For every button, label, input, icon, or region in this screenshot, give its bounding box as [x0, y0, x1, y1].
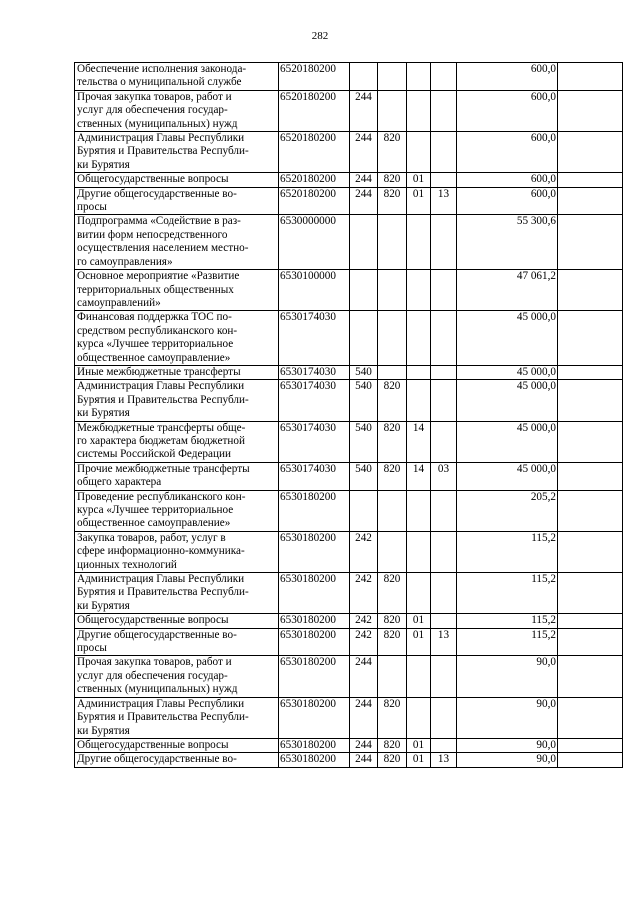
amount-cell: 90,0: [457, 697, 558, 738]
item-name-line: общего характера: [77, 476, 162, 489]
item-name-cell: [75, 421, 279, 462]
expense-type-cell: 540: [350, 380, 378, 421]
item-name-line: Межбюджетные трансферты обще-: [77, 421, 246, 434]
amount-cell: 205,2: [457, 490, 558, 531]
administrator-cell: 820: [378, 628, 407, 656]
table-row: [75, 490, 623, 531]
administrator-cell: [378, 311, 407, 366]
target-code-cell: 6530174030: [279, 365, 350, 379]
section-cell: [407, 63, 431, 91]
item-name-line: Общегосударственные вопросы: [77, 173, 229, 186]
item-name-cell: [75, 132, 279, 173]
target-code-cell: 6530174030: [279, 421, 350, 462]
item-name-line: Прочая закупка товаров, работ и: [77, 656, 232, 669]
item-name-line: курса «Лучшее территориальное: [77, 504, 234, 516]
target-code-cell: 6530180200: [279, 490, 350, 531]
target-code-cell: 6530180200: [279, 697, 350, 738]
item-name-line: Обеспечение исполнения законода-: [77, 63, 247, 75]
administrator-cell: 820: [378, 462, 407, 490]
amount-cell: 90,0: [457, 656, 558, 697]
amount-cell: 45 000,0: [457, 365, 558, 379]
item-name-line: витии форм непосредственного: [77, 228, 228, 241]
administrator-cell: 820: [378, 573, 407, 614]
target-code-cell: 6520180200: [279, 63, 350, 91]
item-name-line: сфере информационно-коммуника-: [77, 545, 245, 558]
section-cell: 01: [407, 738, 431, 752]
expense-type-cell: 244: [350, 187, 378, 215]
extra-empty-cell: [558, 490, 623, 531]
administrator-cell: 820: [378, 187, 407, 215]
target-code-cell: 6520180200: [279, 132, 350, 173]
item-name-line: общественное самоуправление»: [77, 351, 231, 364]
expense-type-cell: 244: [350, 656, 378, 697]
subsection-cell: [431, 365, 457, 379]
subsection-cell: [431, 90, 457, 131]
subsection-cell: [431, 531, 457, 572]
item-name-line: средством республиканского кон-: [77, 324, 238, 337]
item-name-line: Администрация Главы Республики: [77, 573, 245, 586]
extra-empty-cell: [558, 215, 623, 270]
item-name-cell: [75, 614, 279, 628]
extra-empty-cell: [558, 90, 623, 131]
subsection-cell: 13: [431, 628, 457, 656]
amount-cell: 600,0: [457, 173, 558, 187]
table-row: [75, 270, 623, 311]
expense-type-cell: 244: [350, 753, 378, 767]
extra-empty-cell: [558, 573, 623, 614]
amount-cell: 600,0: [457, 63, 558, 91]
target-code-cell: 6530174030: [279, 380, 350, 421]
item-name-line: Общегосударственные вопросы: [77, 614, 229, 627]
item-name-line: курса «Лучшее территориальное: [77, 338, 234, 351]
subsection-cell: [431, 490, 457, 531]
item-name-line: Подпрограмма «Содействие в раз-: [77, 215, 241, 228]
target-code-cell: 6520180200: [279, 173, 350, 187]
expense-type-cell: 242: [350, 573, 378, 614]
item-name-line: общественное самоуправление»: [77, 517, 231, 530]
expense-type-cell: [350, 490, 378, 531]
table-row: [75, 311, 623, 366]
amount-cell: 45 000,0: [457, 421, 558, 462]
extra-empty-cell: [558, 270, 623, 311]
item-name-line: ственных (муниципальных) нужд: [77, 683, 238, 696]
subsection-cell: [431, 63, 457, 91]
item-name-cell: [75, 490, 279, 531]
section-cell: 14: [407, 462, 431, 490]
subsection-cell: [431, 270, 457, 311]
item-name-cell: [75, 738, 279, 752]
expense-type-cell: [350, 215, 378, 270]
extra-empty-cell: [558, 132, 623, 173]
table-row: [75, 421, 623, 462]
item-name-cell: [75, 90, 279, 131]
expense-type-cell: 540: [350, 462, 378, 490]
page-number: 282: [311, 30, 329, 42]
item-name-line: тельства о муниципальной службе: [77, 76, 242, 89]
target-code-cell: 6530100000: [279, 270, 350, 311]
administrator-cell: [378, 490, 407, 531]
table-row: [75, 628, 623, 656]
section-cell: [407, 365, 431, 379]
expense-type-cell: 244: [350, 173, 378, 187]
item-name-line: го характера бюджетам бюджетной: [77, 434, 245, 447]
item-name-line: услуг для обеспечения государ-: [77, 669, 228, 682]
expense-type-cell: 244: [350, 90, 378, 131]
table-row: [75, 90, 623, 131]
expense-type-cell: 242: [350, 628, 378, 656]
extra-empty-cell: [558, 462, 623, 490]
item-name-cell: [75, 173, 279, 187]
section-cell: [407, 697, 431, 738]
item-name-line: Бурятия и Правительства Республи-: [77, 145, 249, 158]
extra-empty-cell: [558, 531, 623, 572]
section-cell: 01: [407, 628, 431, 656]
table-row: [75, 753, 623, 767]
expense-type-cell: [350, 311, 378, 366]
item-name-line: Закупка товаров, работ, услуг в: [77, 531, 226, 544]
item-name-cell: [75, 380, 279, 421]
item-name-cell: [75, 311, 279, 366]
subsection-cell: [431, 173, 457, 187]
administrator-cell: 820: [378, 132, 407, 173]
item-name-line: Бурятия и Правительства Республи-: [77, 586, 249, 599]
amount-cell: 600,0: [457, 90, 558, 131]
administrator-cell: [378, 531, 407, 572]
item-name-line: Прочая закупка товаров, работ и: [77, 90, 232, 103]
extra-empty-cell: [558, 753, 623, 767]
subsection-cell: 03: [431, 462, 457, 490]
amount-cell: 115,2: [457, 573, 558, 614]
subsection-cell: 13: [431, 753, 457, 767]
item-name-line: Проведение республиканского кон-: [77, 490, 246, 503]
subsection-cell: [431, 614, 457, 628]
item-name-line: ки Бурятия: [77, 158, 130, 171]
item-name-cell: [75, 187, 279, 215]
extra-empty-cell: [558, 63, 623, 91]
target-code-cell: 6530180200: [279, 656, 350, 697]
table-row: [75, 365, 623, 379]
item-name-line: Иные межбюджетные трансферты: [77, 365, 241, 378]
item-name-line: услуг для обеспечения государ-: [77, 104, 228, 117]
table-body: [75, 63, 623, 768]
extra-empty-cell: [558, 421, 623, 462]
expense-type-cell: 540: [350, 365, 378, 379]
target-code-cell: 6530174030: [279, 311, 350, 366]
expense-type-cell: 540: [350, 421, 378, 462]
table-row: [75, 63, 623, 91]
table-row: [75, 380, 623, 421]
item-name-line: Основное мероприятие «Развитие: [77, 270, 240, 283]
section-cell: [407, 90, 431, 131]
section-cell: 01: [407, 187, 431, 215]
expense-type-cell: 244: [350, 738, 378, 752]
expense-type-cell: [350, 63, 378, 91]
item-name-line: ки Бурятия: [77, 599, 130, 612]
extra-empty-cell: [558, 187, 623, 215]
expense-type-cell: 242: [350, 614, 378, 628]
amount-cell: 115,2: [457, 628, 558, 656]
extra-empty-cell: [558, 365, 623, 379]
subsection-cell: [431, 421, 457, 462]
amount-cell: 45 000,0: [457, 462, 558, 490]
table-row: [75, 215, 623, 270]
target-code-cell: 6520180200: [279, 187, 350, 215]
item-name-cell: [75, 63, 279, 91]
subsection-cell: [431, 311, 457, 366]
section-cell: [407, 490, 431, 531]
administrator-cell: [378, 63, 407, 91]
target-code-cell: 6530180200: [279, 738, 350, 752]
item-name-cell: [75, 531, 279, 572]
amount-cell: 600,0: [457, 132, 558, 173]
section-cell: 01: [407, 753, 431, 767]
subsection-cell: [431, 656, 457, 697]
item-name-line: Администрация Главы Республики: [77, 697, 245, 710]
section-cell: [407, 270, 431, 311]
item-name-line: го самоуправления»: [77, 255, 173, 268]
item-name-line: системы Российской Федерации: [77, 448, 231, 461]
item-name-line: просы: [77, 201, 107, 214]
expense-type-cell: 244: [350, 132, 378, 173]
section-cell: [407, 380, 431, 421]
item-name-line: Финансовая поддержка ТОС по-: [77, 311, 232, 324]
extra-empty-cell: [558, 311, 623, 366]
item-name-cell: [75, 462, 279, 490]
amount-cell: 115,2: [457, 531, 558, 572]
section-cell: [407, 531, 431, 572]
target-code-cell: 6530000000: [279, 215, 350, 270]
table-row: [75, 462, 623, 490]
target-code-cell: 6520180200: [279, 90, 350, 131]
subsection-cell: [431, 215, 457, 270]
section-cell: 01: [407, 614, 431, 628]
section-cell: [407, 573, 431, 614]
table-row: [75, 132, 623, 173]
target-code-cell: 6530180200: [279, 614, 350, 628]
subsection-cell: [431, 573, 457, 614]
amount-cell: 47 061,2: [457, 270, 558, 311]
target-code-cell: 6530180200: [279, 573, 350, 614]
item-name-line: ционных технологий: [77, 558, 177, 571]
extra-empty-cell: [558, 697, 623, 738]
target-code-cell: 6530180200: [279, 531, 350, 572]
administrator-cell: 820: [378, 614, 407, 628]
item-name-line: Общегосударственные вопросы: [77, 738, 229, 751]
section-cell: 01: [407, 173, 431, 187]
item-name-line: Администрация Главы Республики: [77, 380, 245, 393]
table-row: [75, 187, 623, 215]
item-name-line: осуществления населением местно-: [77, 242, 249, 255]
administrator-cell: 820: [378, 697, 407, 738]
item-name-cell: [75, 270, 279, 311]
section-cell: [407, 311, 431, 366]
administrator-cell: [378, 656, 407, 697]
item-name-line: Администрация Главы Республики: [77, 132, 245, 145]
administrator-cell: 820: [378, 738, 407, 752]
administrator-cell: 820: [378, 753, 407, 767]
table-row: [75, 697, 623, 738]
item-name-line: территориальных общественных: [77, 283, 234, 296]
item-name-line: ки Бурятия: [77, 407, 130, 420]
expense-type-cell: 244: [350, 697, 378, 738]
extra-empty-cell: [558, 656, 623, 697]
amount-cell: 90,0: [457, 738, 558, 752]
item-name-cell: [75, 753, 279, 767]
item-name-line: просы: [77, 642, 107, 655]
target-code-cell: 6530174030: [279, 462, 350, 490]
item-name-line: ки Бурятия: [77, 724, 130, 737]
subsection-cell: 13: [431, 187, 457, 215]
item-name-cell: [75, 215, 279, 270]
target-code-cell: 6530180200: [279, 628, 350, 656]
administrator-cell: [378, 270, 407, 311]
amount-cell: 55 300,6: [457, 215, 558, 270]
amount-cell: 90,0: [457, 753, 558, 767]
table-row: [75, 614, 623, 628]
amount-cell: 600,0: [457, 187, 558, 215]
administrator-cell: [378, 215, 407, 270]
subsection-cell: [431, 380, 457, 421]
table-row: [75, 173, 623, 187]
amount-cell: 45 000,0: [457, 311, 558, 366]
table-row: [75, 656, 623, 697]
item-name-line: Бурятия и Правительства Республи-: [77, 393, 249, 406]
expense-type-cell: 242: [350, 531, 378, 572]
item-name-line: Прочие межбюджетные трансферты: [77, 462, 250, 475]
administrator-cell: 820: [378, 421, 407, 462]
item-name-cell: [75, 697, 279, 738]
section-cell: [407, 215, 431, 270]
subsection-cell: [431, 132, 457, 173]
subsection-cell: [431, 697, 457, 738]
item-name-line: Другие общегосударственные во-: [77, 753, 237, 766]
item-name-line: Другие общегосударственные во-: [77, 187, 237, 200]
section-cell: [407, 132, 431, 173]
administrator-cell: [378, 90, 407, 131]
administrator-cell: [378, 365, 407, 379]
target-code-cell: 6530180200: [279, 753, 350, 767]
administrator-cell: 820: [378, 173, 407, 187]
administrator-cell: 820: [378, 380, 407, 421]
extra-empty-cell: [558, 738, 623, 752]
extra-empty-cell: [558, 628, 623, 656]
amount-cell: 115,2: [457, 614, 558, 628]
item-name-cell: [75, 365, 279, 379]
budget-table: [74, 62, 623, 768]
item-name-cell: [75, 573, 279, 614]
item-name-line: Бурятия и Правительства Республи-: [77, 711, 249, 724]
item-name-line: самоуправлений»: [77, 296, 161, 309]
section-cell: [407, 656, 431, 697]
item-name-line: Другие общегосударственные во-: [77, 628, 237, 641]
item-name-cell: [75, 656, 279, 697]
table-row: [75, 738, 623, 752]
subsection-cell: [431, 738, 457, 752]
table-row: [75, 531, 623, 572]
section-cell: 14: [407, 421, 431, 462]
amount-cell: 45 000,0: [457, 380, 558, 421]
table-row: [75, 573, 623, 614]
expense-type-cell: [350, 270, 378, 311]
extra-empty-cell: [558, 614, 623, 628]
item-name-cell: [75, 628, 279, 656]
extra-empty-cell: [558, 380, 623, 421]
item-name-line: ственных (муниципальных) нужд: [77, 117, 238, 130]
extra-empty-cell: [558, 173, 623, 187]
